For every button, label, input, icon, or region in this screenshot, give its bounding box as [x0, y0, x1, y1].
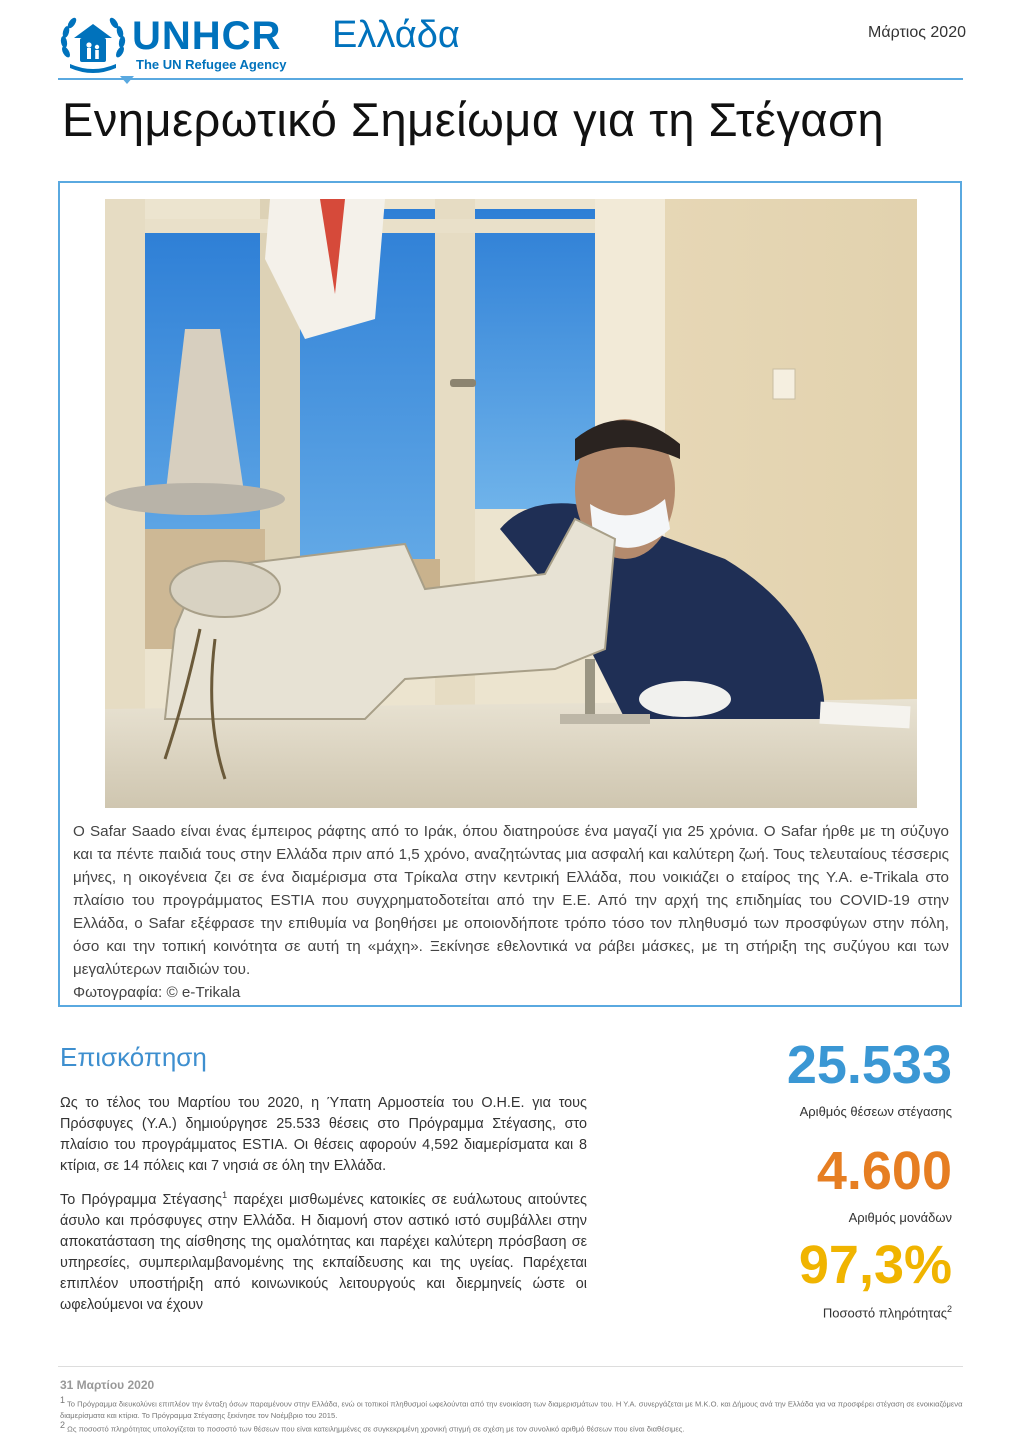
photo-credit: Φωτογραφία: © e-Trikala: [73, 984, 241, 1001]
photo-caption: [73, 820, 949, 1004]
paragraph-2-rest: παρέχει μισθωμένες κατοικίες σε ευάλωτους αιτούντες άσυλο και πρόσφυγες στην Ελλάδα. Η διαμονή στον αστικό ιστό συμβάλλει στην αποκατάσταση της αίσθησης της ομαλότητας και παρέχει καλύτερη πρόσβαση σε υπηρεσίες, συμπεριλαμβανομένης της εκπαίδευσης και της υγείας. Παρέχεται επιπλέον υποστήριξη από κοινωνικούς λειτουργούς και διερμηνείς ώστε οι ωφελούμενοι να έχουν: [60, 1191, 587, 1313]
overview-paragraph-1: Ως το τέλος του Μαρτίου του 2020, η Ύπατη Αρμοστεία του Ο.Η.Ε. για τους Πρόσφυγες (Υ.Α.) δημιούργησε 25.533 θέσεις στο Πρόγραμμα Στέγασης, στο πλαίσιο του προγράμματος ESTIA. Οι θέσεις αφορούν 4,592 διαμερίσματα και 8 κτίρια, σε 14 πόλεις και 7 νησιά σε όλη την Ελλάδα.: [60, 1095, 587, 1174]
stat-units-label: Αριθμός μονάδων: [848, 1210, 952, 1225]
footnote-1-text: Το Πρόγραμμα διευκολύνει επιπλέον την ένταξη όσων παραμένουν στην Ελλάδα, ενώ οι τοπικοί πληθυσμοί ωφελούνται από την ενοικίαση των διαμερισμάτων του. Η Υ.Α. συνεργάζεται με Μ.Κ.Ο. και Δήμους ανά την Ελλάδα για να προσφέρει στέγαση σε ενοικιαζόμενα διαμερίσματα και κτίρια. Το Πρόγραμμα Στέγασης ξεκίνησε τον Νοέμβριο του 2015.: [60, 1399, 963, 1420]
stat-occupancy-value: 97,3%: [798, 1235, 952, 1295]
footnote-1-number: 1: [60, 1395, 66, 1405]
caption-text: Ο Safar Saado είναι ένας έμπειρος ράφτης από το Ιράκ, όπου διατηρούσε ένα μαγαζί για 25 χρόνια. Ο Safar ήρθε με τη σύζυγο και τα πέντε παιδιά τους στην Ελλάδα πριν από 1,5 χρόνο, αναζητώντας μια ασφαλή και καλύτερη ζωή. Τους τελευταίους τέσσερις μήνες, η οικογένεια ζει σε ένα διαμέρισμα στα Τρίκαλα στην κεντρική Ελλάδα, που νοικιάζει ο εταίρος της Υ.Α. e-Trikala στο πλαίσιο του προγράμματος ESTIA που συγχρηματοδοτείται από την Ε.Ε. Από την αρχή της επιδημίας του COVID-19 στην Ελλάδα, ο Safar εξέφρασε την επιθυμία να βοηθήσει με οποιονδήποτε τρόπο τόσο τον πληθυσμό των προσφύγων στην πόλη, όσο και την τοπική κοινότητα σε αυτή τη «μάχη». Ξεκίνησε εθελοντικά να ράβει μάσκες, με τη στήριξη της συζύγου και των μεγαλύτερων παιδιών του.: [73, 823, 949, 978]
footnote-2-number: 2: [60, 1420, 66, 1430]
occupancy-label-text: Ποσοστό πληρότητας: [822, 1305, 947, 1321]
overview-heading: Επισκόπηση: [60, 1042, 207, 1072]
stat-housing-places-value: 25.533: [786, 1035, 952, 1095]
overview-body: [60, 1093, 587, 1324]
header-divider: [58, 78, 963, 80]
page-title: Ενημερωτικό Σημείωμα για τη Στέγαση: [62, 93, 885, 146]
unhcr-emblem-icon: [58, 12, 128, 76]
paragraph-2-lead: Το Πρόγραμμα Στέγασης: [60, 1191, 223, 1208]
overview-paragraph-2: [60, 1185, 587, 1316]
footnote-1: [60, 1395, 965, 1421]
stat-units-value: 4.600: [816, 1141, 952, 1201]
footer-date: 31 Μαρτίου 2020: [60, 1378, 155, 1392]
footnote-2: [60, 1420, 965, 1435]
country-label: Ελλάδα: [332, 14, 460, 56]
logo-wordmark: UNHCR: [132, 14, 282, 58]
report-date: Μάρτιος 2020: [868, 24, 966, 41]
photo-tailor-sewing-masks: [105, 199, 917, 808]
stat-occupancy-label: [823, 1304, 952, 1320]
footnote-2-text: Ως ποσοστό πληρότητας υπολογίζεται το ποσοστό των θέσεων που είναι κατειλημμένες σε συγκεκριμένη χρονική στιγμή σε σχέση με τον συνολικό αριθμό θέσεων που είναι διαθέσιμες.: [67, 1424, 685, 1434]
footer-divider: [58, 1366, 963, 1367]
unhcr-logo: [58, 12, 318, 76]
footnote-ref-1[interactable]: 1: [222, 1190, 228, 1200]
header-divider-notch: [120, 76, 134, 84]
logo-subtitle: The UN Refugee Agency: [136, 57, 287, 72]
footnote-ref-2[interactable]: 2: [946, 1304, 952, 1314]
stat-housing-places-label: Αριθμός θέσεων στέγασης: [799, 1104, 952, 1119]
